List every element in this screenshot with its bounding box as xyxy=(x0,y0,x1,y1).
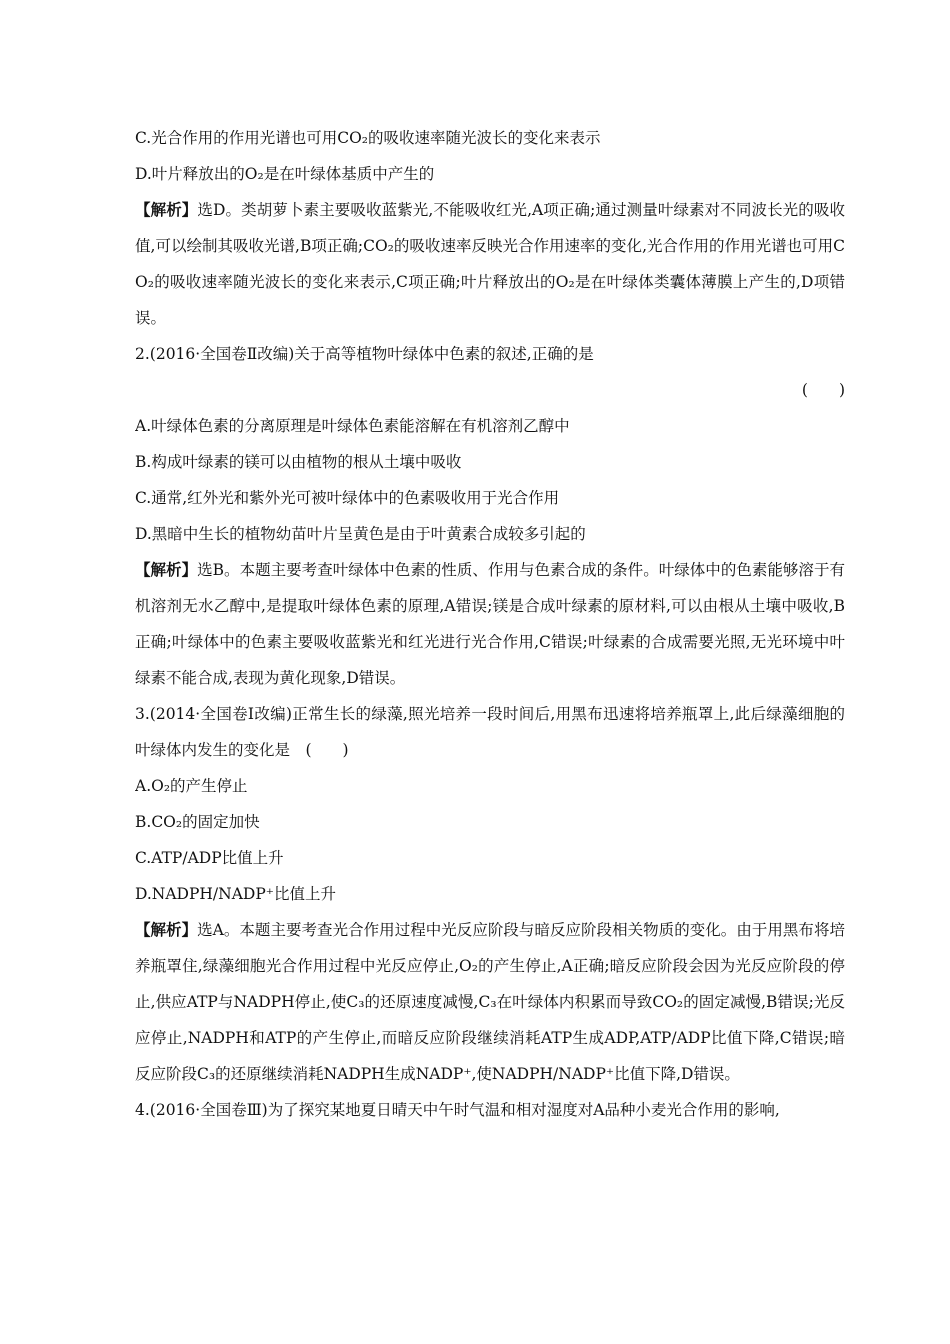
analysis-tag: 【解析】 xyxy=(135,560,198,579)
option-d-q1: D.叶片释放出的O₂是在叶绿体基质中产生的 xyxy=(135,165,435,183)
option-d-q2: D.黑暗中生长的植物幼苗叶片呈黄色是由于叶黄素合成较多引起的 xyxy=(135,525,586,543)
analysis-tag: 【解析】 xyxy=(135,200,198,219)
analysis-q2 xyxy=(135,552,845,696)
option-a-q2: A.叶绿体色素的分离原理是叶绿体色素能溶解在有机溶剂乙醇中 xyxy=(135,417,570,435)
analysis-q1 xyxy=(135,192,845,336)
option-c-q2: C.通常,红外光和紫外光可被叶绿体中的色素吸收用于光合作用 xyxy=(135,489,560,507)
option-c-q3: C.ATP/ADP比值上升 xyxy=(135,849,284,867)
answer-paren-q2: ( ) xyxy=(801,381,845,399)
option-b-q3: B.CO₂的固定加快 xyxy=(135,813,260,831)
analysis-q3 xyxy=(135,912,845,1092)
option-c-q1: C.光合作用的作用光谱也可用CO₂的吸收速率随光波长的变化来表示 xyxy=(135,129,601,147)
option-d-q3: D.NADPH/NADP⁺比值上升 xyxy=(135,885,336,903)
question-3-stem: 3.(2014·全国卷Ⅰ改编)正常生长的绿藻,照光培养一段时间后,用黑布迅速将培养瓶罩上,此后绿藻细胞的叶绿体内发生的变化是 ( ) xyxy=(135,705,845,759)
analysis-tag: 【解析】 xyxy=(135,920,198,939)
analysis-text: 选A。本题主要考查光合作用过程中光反应阶段与暗反应阶段相关物质的变化。由于用黑布将培养瓶罩住,绿藻细胞光合作用过程中光反应停止,O₂的产生停止,A正确;暗反应阶段会因为光反应阶段的停止,供应ATP与NADPH停止,使C₃的还原速度减慢,C₃在叶绿体内积累而导致CO₂的固定减慢,B错误;光反应停止,NADPH和ATP的产生停止,而暗反应阶段继续消耗ATP生成ADP,ATP/ADP比值下降,C错误;暗反应阶段C₃的还原继续消耗NADPH生成NADP⁺,使NADPH/NADP⁺比值下降,D错误。 xyxy=(135,921,845,1083)
option-b-q2: B.构成叶绿素的镁可以由植物的根从土壤中吸收 xyxy=(135,453,462,471)
option-a-q3: A.O₂的产生停止 xyxy=(135,777,248,795)
question-2-stem: 2.(2016·全国卷Ⅱ改编)关于高等植物叶绿体中色素的叙述,正确的是 xyxy=(135,345,594,363)
question-4-stem: 4.(2016·全国卷Ⅲ)为了探究某地夏日晴天中午时气温和相对湿度对A品种小麦光合作用的影响, xyxy=(135,1101,780,1119)
document-page xyxy=(135,120,845,1128)
analysis-text: 选D。类胡萝卜素主要吸收蓝紫光,不能吸收红光,A项正确;通过测量叶绿素对不同波长光的吸收值,可以绘制其吸收光谱,B项正确;CO₂的吸收速率反映光合作用速率的变化,光合作用的作用光谱也可用CO₂的吸收速率随光波长的变化来表示,C项正确;叶片释放出的O₂是在叶绿体类囊体薄膜上产生的,D项错误。 xyxy=(135,201,845,327)
analysis-text: 选B。本题主要考查叶绿体中色素的性质、作用与色素合成的条件。叶绿体中的色素能够溶于有机溶剂无水乙醇中,是提取叶绿体色素的原理,A错误;镁是合成叶绿素的原材料,可以由根从土壤中吸收,B正确;叶绿体中的色素主要吸收蓝紫光和红光进行光合作用,C错误;叶绿素的合成需要光照,无光环境中叶绿素不能合成,表现为黄化现象,D错误。 xyxy=(135,561,845,687)
